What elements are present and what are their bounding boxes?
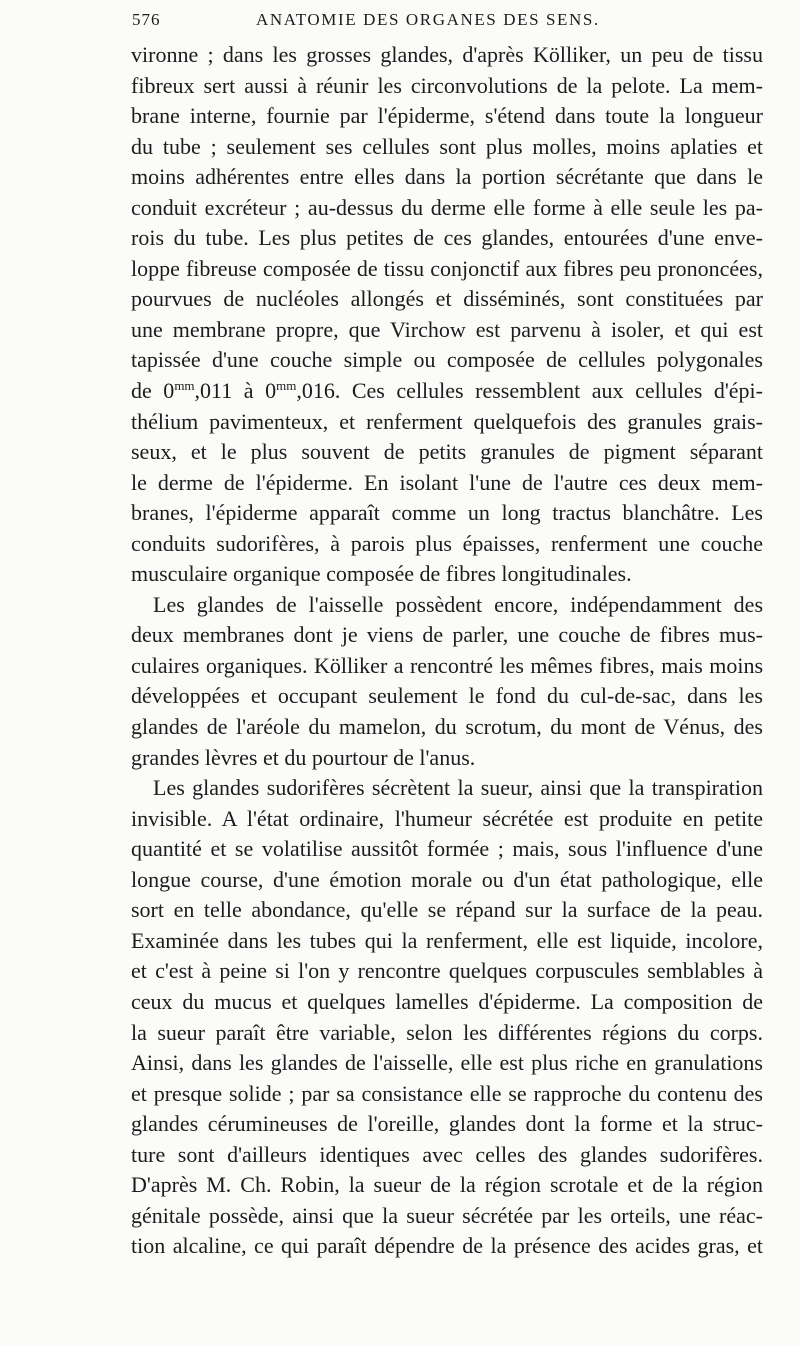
text-line: grandes lèvres et du pourtour de l'anus. bbox=[131, 744, 476, 770]
text-segment: ,011 à 0 bbox=[194, 378, 277, 404]
text-line: rois du tube. Les plus petites de ces glandes, entourées d'une enve- bbox=[131, 225, 763, 251]
text-line: Ainsi, dans les glandes de l'aisselle, elle est plus riche en granulations bbox=[131, 1050, 763, 1076]
unit-superscript: mm bbox=[276, 378, 297, 394]
body-text bbox=[131, 40, 763, 1262]
text-line: quantité et se volatilise aussitôt formée ; mais, sous l'influence d'une bbox=[131, 836, 763, 862]
text-line: Examinée dans les tubes qui la renferment, elle est liquide, incolore, bbox=[131, 927, 763, 953]
text-line: conduits sudorifères, à parois plus épaisses, renferment une couche bbox=[131, 530, 763, 556]
text-line: seux, et le plus souvent de petits granules de pigment séparant bbox=[131, 439, 763, 465]
text-line: ceux du mucus et quelques lamelles d'épiderme. La composition de bbox=[131, 988, 763, 1014]
running-title: ANATOMIE DES ORGANES DES SENS. bbox=[256, 10, 600, 29]
page-header bbox=[132, 10, 772, 36]
text-line: deux membranes dont je viens de parler, une couche de fibres mus- bbox=[131, 622, 763, 648]
text-segment: de 0 bbox=[131, 378, 175, 404]
text-line: et presque solide ; par sa consistance elle se rapproche du contenu des bbox=[131, 1080, 763, 1106]
text-line: glandes de l'aréole du mamelon, du scrotum, du mont de Vénus, des bbox=[131, 714, 763, 740]
text-line: Les glandes de l'aisselle possèdent encore, indépendamment des bbox=[153, 591, 763, 617]
text-line: ture sont d'ailleurs identiques avec celles des glandes sudorifères. bbox=[131, 1141, 763, 1167]
text-line: thélium pavimenteux, et renferment quelquefois des granules grais- bbox=[131, 408, 763, 434]
text-line: le derme de l'épiderme. En isolant l'une de l'autre ces deux mem- bbox=[131, 469, 763, 495]
text-line: une membrane propre, que Virchow est parvenu à isoler, et qui est bbox=[131, 316, 763, 342]
page-number: 576 bbox=[132, 10, 161, 29]
text-line: pourvues de nucléoles allongés et disséminés, sont constituées par bbox=[131, 286, 763, 312]
text-line: Les glandes sudorifères sécrètent la sueur, ainsi que la transpiration bbox=[153, 775, 763, 801]
text-line bbox=[131, 376, 763, 407]
text-line: glandes cérumineuses de l'oreille, glandes dont la forme et la struc- bbox=[131, 1111, 763, 1137]
text-line: branes, l'épiderme apparaît comme un long tractus blanchâtre. Les bbox=[131, 500, 763, 526]
text-line: invisible. A l'état ordinaire, l'humeur sécrétée est produite en petite bbox=[131, 805, 763, 831]
text-line: tapissée d'une couche simple ou composée de cellules polygonales bbox=[131, 347, 763, 373]
text-line: développées et occupant seulement le fond du cul-de-sac, dans les bbox=[131, 683, 763, 709]
text-line: du tube ; seulement ses cellules sont plus molles, moins aplaties et bbox=[131, 133, 763, 159]
text-line: tion alcaline, ce qui paraît dépendre de la présence des acides gras, et bbox=[131, 1233, 763, 1259]
text-line: moins adhérentes entre elles dans la portion sécrétante que dans le bbox=[131, 164, 763, 190]
text-line: D'après M. Ch. Robin, la sueur de la région scrotale et de la région bbox=[131, 1172, 763, 1198]
unit-superscript: mm bbox=[174, 378, 195, 394]
text-line: culaires organiques. Kölliker a rencontré les mêmes fibres, mais moins bbox=[131, 652, 763, 678]
text-segment: ,016. Ces cellules ressemblent aux cellules d'épi- bbox=[296, 378, 763, 404]
text-line: la sueur paraît être variable, selon les différentes régions du corps. bbox=[131, 1019, 763, 1045]
text-line: brane interne, fournie par l'épiderme, s'étend dans toute la longueur bbox=[131, 103, 763, 129]
text-line: conduit excréteur ; au-dessus du derme elle forme à elle seule les pa- bbox=[131, 194, 763, 220]
text-line: loppe fibreuse composée de tissu conjonctif aux fibres peu prononcées, bbox=[131, 255, 763, 281]
text-line: sort en telle abondance, qu'elle se répand sur la surface de la peau. bbox=[131, 897, 763, 923]
text-line: longue course, d'une émotion morale ou d'un état pathologique, elle bbox=[131, 866, 763, 892]
text-line: musculaire organique composée de fibres longitudinales. bbox=[131, 561, 632, 587]
text-line: et c'est à peine si l'on y rencontre quelques corpuscules semblables à bbox=[131, 958, 763, 984]
text-line: génitale possède, ainsi que la sueur sécrétée par les orteils, une réac- bbox=[131, 1202, 763, 1228]
text-line: fibreux sert aussi à réunir les circonvolutions de la pelote. La mem- bbox=[131, 72, 763, 98]
text-line: vironne ; dans les grosses glandes, d'après Kölliker, un peu de tissu bbox=[131, 42, 763, 67]
